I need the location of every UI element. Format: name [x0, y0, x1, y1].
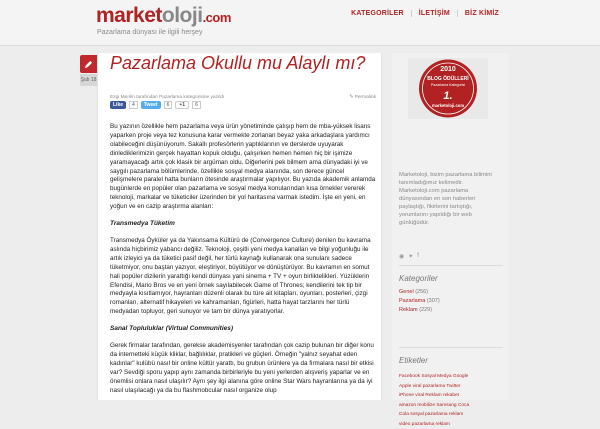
tweet-button[interactable]: Tweet	[141, 101, 161, 109]
award-badge	[408, 58, 488, 119]
nav-kategoriler[interactable]: KATEGORİLER	[344, 10, 411, 17]
post-subheading: Transmedya Tüketim	[110, 220, 378, 229]
post-body	[110, 123, 378, 403]
category-item[interactable]: Pazarlama (307)	[399, 297, 440, 306]
post-content	[97, 53, 382, 400]
post-date: Şub 18	[80, 74, 97, 86]
post-paragraph: Transmedya Öyküler ya da Yakınsama Kültürü de (Convergence Culture) denilen bu kavrama aslında hiçbirimiz yabancı değiliz. Teknoloji, çeşitli yeni medya kanalları ve bilgi yoğunluğu ile artık izleyici ya da tüketici pasif değil, her türlü kaynağı kullanarak ona sunulanı sadece tüketmiyor, onu baştan yazıyor, eleştiriyor, büyütüyor ve dönüştürüyor. Bu kavramın en somut hali popüler dizilerin yarattığı kendi dünyası yani sinema + TV + oyun birliktelikleri. Yüzüklerin Efendisi, Mario Bros ve en yeni örnek sayılabilecek Game of Thrones; kendilerini tek tip bir medyayla kısıtlamıyor, hayranları düzenli olarak bu türe ait kitapları, oyunları, posterleri, çizgi romanları, alternatif hikayeleri ve kahramanları, figürleri, hatta hayat tarzlarını her türlü medyadan topluyor, geri sunuyor ve tam bir dünya yaratıyorlar.	[110, 237, 378, 317]
sidebar	[392, 53, 509, 400]
sidebar-divider	[399, 347, 503, 348]
post-author-meta: Ezgi Menlin tarafından Pazarlama kategorisine yazıldı	[110, 95, 224, 100]
tag-line[interactable]: Apple viral pazarlama Twitter	[399, 382, 503, 392]
post-subheading: Sanal Topluluklar (Virtual Communities)	[110, 325, 378, 334]
sidebar-divider	[399, 265, 503, 266]
facebook-like-button[interactable]: Like	[110, 101, 126, 109]
nav-iletisim[interactable]: İLETİŞİM	[411, 10, 457, 17]
post-title[interactable]: Pazarlama Okullu mu Alaylı mı?	[110, 53, 365, 73]
categories-list	[399, 288, 440, 315]
tag-cloud	[399, 372, 503, 429]
facebook-like-count: 4	[129, 101, 138, 109]
tag-line[interactable]: iPhone viral Reklam rekabet	[399, 391, 503, 401]
tags-title: Etiketler	[399, 356, 428, 365]
badge-year: 2010	[440, 66, 456, 73]
nav-biz-kimiz[interactable]: BİZ KİMİZ	[457, 10, 506, 17]
rss-icon[interactable]: ◉	[399, 253, 404, 260]
badge-title: BLOG ÖDÜLLERİ	[427, 75, 469, 82]
pen-icon	[80, 55, 97, 73]
social-links	[399, 253, 419, 260]
facebook-icon[interactable]: f	[417, 253, 419, 260]
post-paragraph: Bu yazının özellikle hem pazarlama veya ürün yönetiminde çalışıp hem de mba-yüksek lisans yaparken proje veya tez konusuna karar vermekte zorlanan beyaz yaka arkadaşlara yardımcı olabileceğini düşünüyorum. Sakallı profesörlerin yaptıklarının ve derslerde uyuyarak dinlediklerimizin gerçek hayattan kopuk olduğu, çalışırken hemen hemen hiç bir işimize yaramayacağı artık çok klasik bir argüman oldu. Diğerlerini pek bilmem ama dünyadaki iyi ve saygılı pazarlama bölümlerinde, özellikle sosyal medya alanında, son derece güncel gelişmelere paralel hatta bunların ötesinde araştırmalar yapılıyor. Bu yazıda akademik anlamda bugünlerde en popüler olan pazarlama ve sosyal medya konularından kısa örnekler vererek teknoloji, markalar ve tüketiciler üzerinden bir yol haritasına varmak istedim. İşte en yeni, en yoğun ve en cazip araştırma alanları:	[110, 123, 378, 212]
tag-line[interactable]: Facebook Sosyal Medya Google	[399, 372, 503, 382]
share-bar	[110, 101, 201, 109]
site-tagline: Pazarlama dünyası ile ilgili herşey	[97, 29, 202, 36]
badge-place: 1.	[443, 90, 452, 102]
google-plus-button[interactable]: +1	[175, 101, 189, 109]
site-header	[0, 0, 600, 46]
category-item[interactable]: Genel (256)	[399, 288, 440, 297]
twitter-icon[interactable]: ✦	[408, 253, 413, 260]
about-text: Marketoloji, bizim pazarlama bilimini tanımladığımız kelimedir. Marketoloji.com pazarlama dünyasından en son haberleri paylaştığı, fikirlerini tartıştığı, yorumlarını yapıldığı bir web günlüğüdür.	[399, 171, 503, 227]
tag-line[interactable]: Cola sosyal pazarlama reklam	[399, 410, 503, 420]
permalink-link[interactable]: ✎ Permalink	[349, 95, 376, 100]
post-paragraph: Gerek firmalar tarafından, gerekse akademisyenler tarafından çok cazip bulunan bir diğer konu da internetteki küçük kliklar, bağlılıklar, pratikleri ve güçleri. Örneğin "yalnız seyahat eden kadınlar" kulübü nasıl bir online kültür yarattı, bu grubun ürünlere ya da firmalara nasıl bir etkisi var? Sevdiği sporu yapıp aynı zamanda birbirleriyle bu yeni yerlerden alışveriş yaparlar ve en önemlisi onlara nasıl ulaşılır? Aynı şey ilgi alanına göre online Star Wars hayranlarına ya da iyi nasıl ulaşılacağı ya da bu flashmobcular nasıl organize olup	[110, 342, 378, 395]
tweet-count: 6	[164, 101, 173, 109]
badge-winner: marketoloji.com	[432, 103, 464, 108]
tag-line[interactable]: video pazarlama reklam	[399, 420, 503, 429]
categories-title: Kategoriler	[399, 274, 438, 283]
site-logo[interactable]: marketoloji.com	[96, 5, 231, 29]
badge-category: Pazarlama Kategorisi	[431, 83, 465, 87]
category-item[interactable]: Reklam (229)	[399, 306, 440, 315]
main-nav	[344, 10, 506, 17]
link-icon: ✎	[349, 95, 354, 100]
google-plus-count: 6	[192, 101, 201, 109]
tag-line[interactable]: amazon mobilize Samsung Coca	[399, 401, 503, 411]
page-background-right	[509, 53, 600, 400]
